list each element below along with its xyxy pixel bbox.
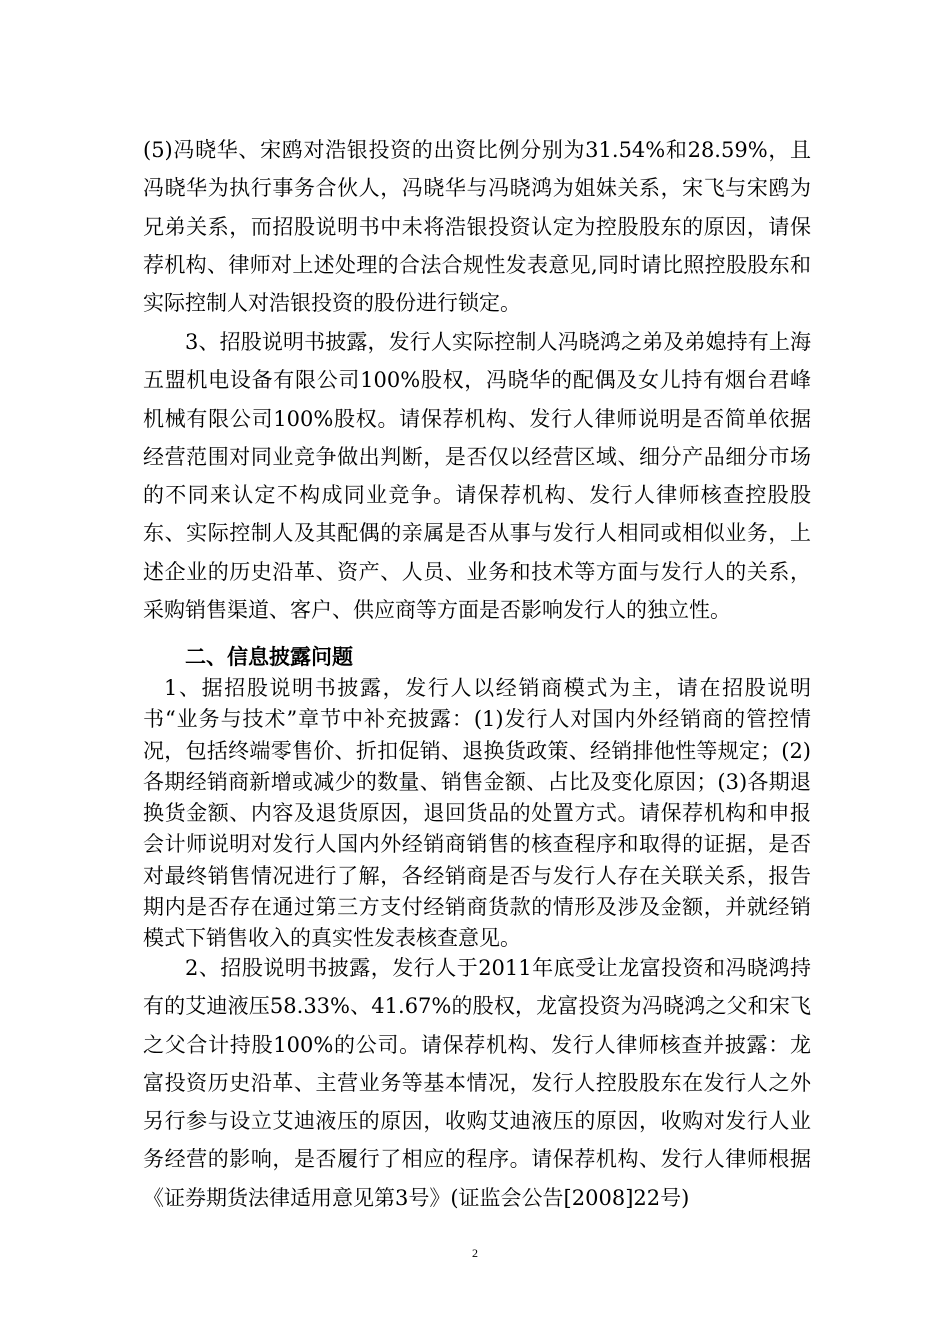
- paragraph-haoyin-investment-lockup: (5)冯晓华、宋鸥对浩银投资的出资比例分别为31.54%和28.59%，且冯晓华为执行事务合伙人，冯晓华与冯晓鸿为姐妹关系，宋飞与宋鸥为兄弟关系，而招股说明书中未将浩银投资认定为控股股东的原因，请保荐机构、律师对上述处理的合法合规性发表意见,同时请比照控股股东和实际控制人对浩银投资的股份进行锁定。: [143, 138, 811, 316]
- paragraph-competition-disclosure: 3、招股说明书披露，发行人实际控制人冯晓鸿之弟及弟媳持有上海五盟机电设备有限公司100%股权，冯晓华的配偶及女儿持有烟台君峰机械有限公司100%股权。请保荐机构、发行人律师说明是否简单依据经营范围对同业竞争做出判断，是否仅以经营区域、细分产品细分市场的不同来认定不构成同业竞争。请保荐机构、发行人律师核查控股股东、实际控制人及其配偶的亲属是否从事与发行人相同或相似业务，上述企业的历史沿革、资产、人员、业务和技术等方面与发行人的关系，采购销售渠道、客户、供应商等方面是否影响发行人的独立性。: [143, 330, 811, 623]
- paragraph-aidi-hydraulic-acquisition: 2、招股说明书披露，发行人于2011年底受让龙富投资和冯晓鸿持有的艾迪液压58.33%、41.67%的股权，龙富投资为冯晓鸿之父和宋飞之父合计持股100%的公司。请保荐机构、发行人律师核查并披露：龙富投资历史沿革、主营业务等基本情况，发行人控股股东在发行人之外另行参与设立艾迪液压的原因，收购艾迪液压的原因，收购对发行人业务经营的影响，是否履行了相应的程序。请保荐机构、发行人律师根据《证券期货法律适用意见第3号》(证监会公告[2008]22号): [143, 956, 811, 1210]
- section-heading-information-disclosure: 二、信息披露问题: [185, 644, 353, 669]
- page-number: 2: [472, 1246, 478, 1260]
- paragraph-distributor-model: 1、据招股说明书披露，发行人以经销商模式为主，请在招股说明书“业务与技术”章节中补充披露：(1)发行人对国内外经销商的管控情况，包括终端零售价、折扣促销、退换货政策、经销排他性等规定；(2)各期经销商新增或减少的数量、销售金额、占比及变化原因；(3)各期退换货金额、内容及退货原因，退回货品的处置方式。请保荐机构和申报会计师说明对发行人国内外经销商销售的核查程序和取得的证据，是否对最终销售情况进行了解，各经销商是否与发行人存在关联关系，报告期内是否存在通过第三方支付经销商货款的情形及涉及金额，并就经销模式下销售收入的真实性发表核查意见。: [143, 676, 811, 951]
